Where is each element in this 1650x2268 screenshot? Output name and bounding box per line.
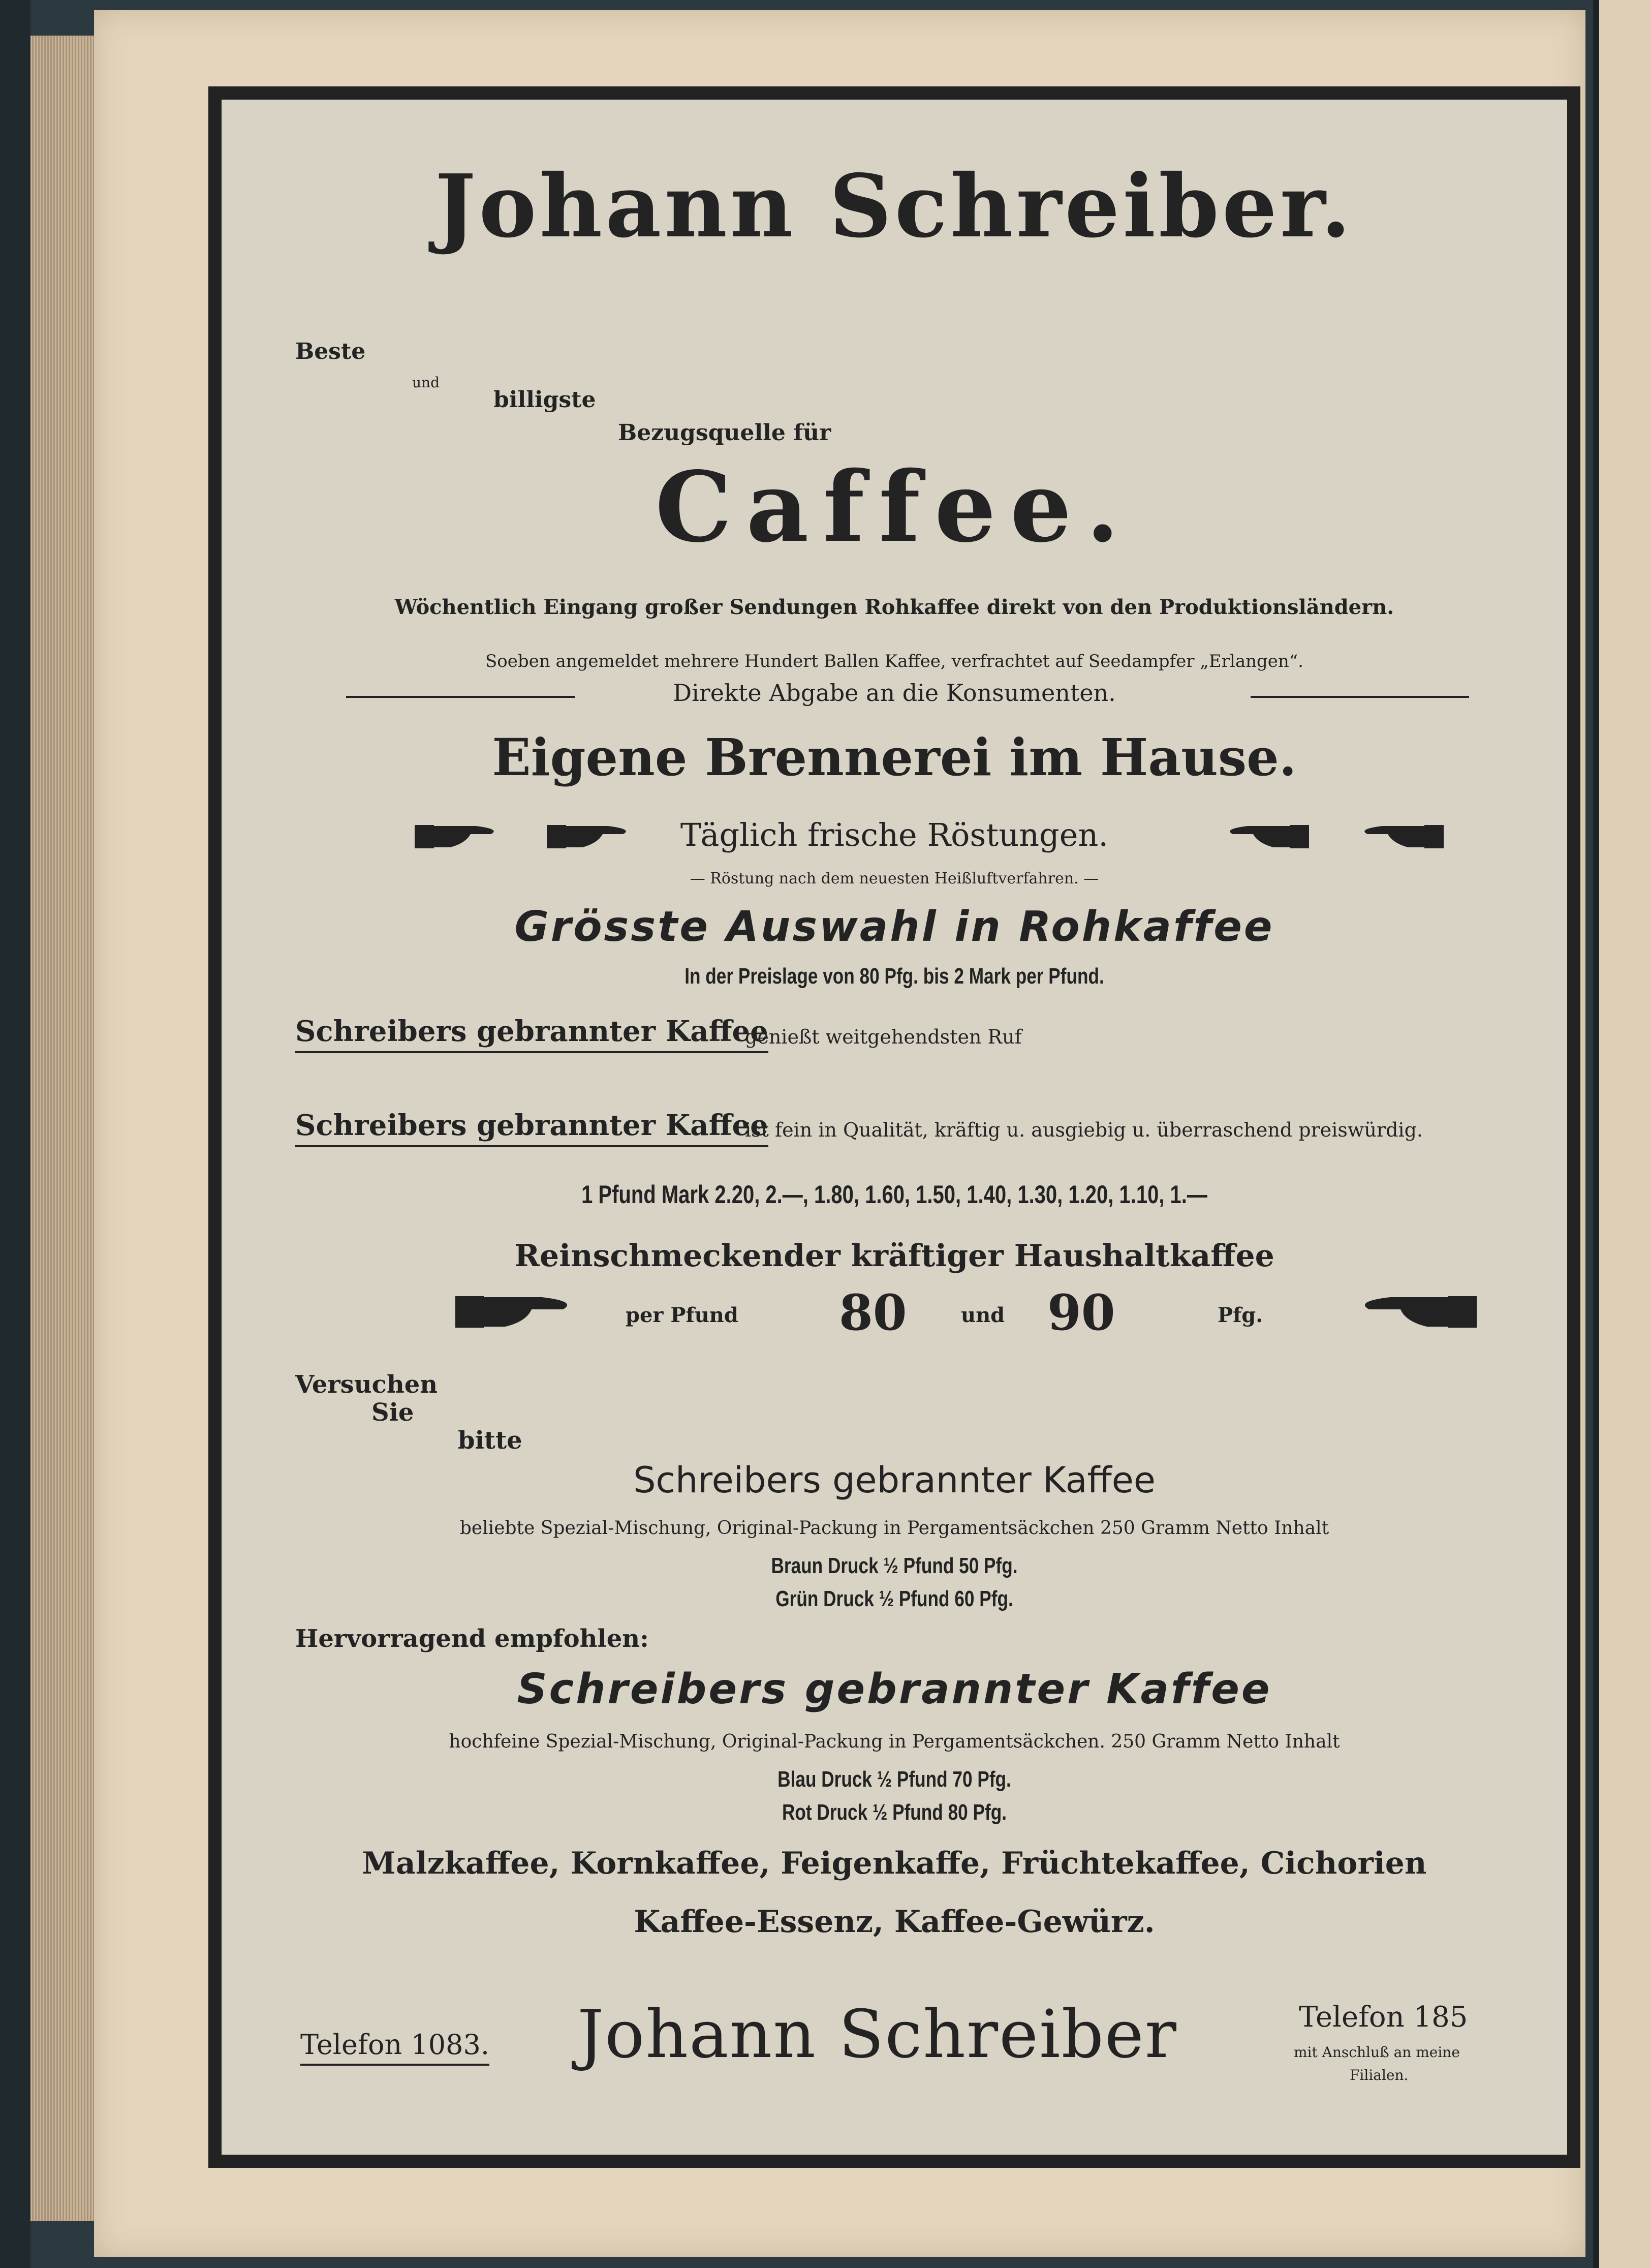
facing-page-fragment — [1593, 0, 1650, 2268]
signature-name: Johann Schreiber — [577, 1996, 1177, 2073]
roastery-heading: Eigene Brennerei im Hause. — [492, 727, 1297, 787]
announced-shipment-line: Soeben angemeldet mehrere Hundert Ballen Kaffee, verfrachtet auf Seedampfer „Erlangen“. — [485, 651, 1303, 671]
selection-heading: Grösste Auswahl in Rohkaffee — [514, 903, 1274, 951]
brand-label-1: Schreibers gebrannter Kaffee — [295, 1015, 768, 1053]
stair-line-1: Beste — [295, 339, 366, 364]
products-line-2: Kaffee-Essenz, Kaffee-Gewürz. — [634, 1904, 1155, 1940]
pointing-hand-left-icon — [1355, 1289, 1477, 1335]
per-pound-label: per Pfund — [626, 1303, 738, 1327]
reputation-text: genießt weitgehendsten Ruf — [745, 1026, 1022, 1048]
brand-heading-2: Schreibers gebrannter Kaffee — [517, 1665, 1272, 1713]
try-line-1: Versuchen — [295, 1370, 438, 1399]
mix-2-price-row: Blau Druck ½ Pfund 70 Pfg. — [777, 1767, 1011, 1792]
household-coffee-heading: Reinschmeckender kräftiger Haushaltkaffee — [514, 1238, 1274, 1274]
price-range-line: In der Preislage von 80 Pfg. bis 2 Mark per Pfund. — [684, 964, 1104, 989]
mix-1-description: beliebte Spezial-Mischung, Original-Packung in Pergamentsäckchen 250 Gramm Netto Inhalt — [459, 1518, 1329, 1539]
price-list-line: 1 Pfund Mark 2.20, 2.—, 1.80, 1.60, 1.50, 1.40, 1.30, 1.20, 1.10, 1.— — [581, 1180, 1207, 1209]
stair-line-3: billigste — [493, 387, 596, 413]
brand-label-2: Schreibers gebrannter Kaffee — [295, 1109, 768, 1147]
price-90: 90 — [1047, 1284, 1115, 1341]
caffee-heading: Caffee. — [655, 450, 1134, 564]
telephone-right-note: mit Anschluß an meine — [1294, 2044, 1460, 2061]
pfg-label: Pfg. — [1218, 1303, 1263, 1327]
weekly-delivery-line: Wöchentlich Eingang großer Sendungen Rohkaffee direkt von den Produktionsländern. — [394, 595, 1394, 619]
telephone-right-note: Filialen. — [1350, 2067, 1409, 2083]
price-80: 80 — [839, 1284, 907, 1341]
recommended-label: Hervorragend empfohlen: — [295, 1625, 649, 1653]
quality-text: ist fein in Qualität, kräftig u. ausgiebig u. überraschend preiswürdig. — [745, 1119, 1423, 1141]
try-line-2: Sie — [371, 1398, 414, 1427]
mix-2-description: hochfeine Spezial-Mischung, Original-Packung in Pergamentsäckchen. 250 Gramm Netto Inhalt — [449, 1731, 1340, 1752]
pointing-hand-left-icon — [1223, 819, 1309, 854]
mix-1-price-row: Braun Druck ½ Pfund 50 Pfg. — [771, 1553, 1018, 1578]
advertisement-frame — [208, 86, 1580, 2168]
ad-title: Johann Schreiber. — [434, 156, 1354, 257]
facing-page-gutter — [1593, 0, 1599, 2268]
products-line-1: Malzkaffee, Kornkaffee, Feigenkaffe, Früchtekaffee, Cichorien — [362, 1846, 1427, 1881]
stair-line-2: und — [412, 374, 440, 391]
telephone-left: Telefon 1083. — [300, 2029, 489, 2066]
mix-1-price-row: Grün Druck ½ Pfund 60 Pfg. — [775, 1586, 1013, 1611]
brand-heading-1: Schreibers gebrannter Kaffee — [633, 1459, 1156, 1501]
stair-line-4: Bezugsquelle für — [618, 420, 831, 446]
divider-right — [1251, 696, 1469, 698]
roasting-method-line: — Röstung nach dem neuesten Heißluftverfahren. — — [690, 870, 1099, 887]
page-edges — [30, 36, 102, 2221]
pointing-hand-right-icon — [455, 1289, 577, 1335]
direct-sale-line: Direkte Abgabe an die Konsumenten. — [673, 679, 1116, 707]
try-line-3: bitte — [458, 1426, 522, 1455]
mix-2-price-row: Rot Druck ½ Pfund 80 Pfg. — [782, 1800, 1007, 1825]
telephone-right: Telefon 185 — [1299, 2001, 1468, 2034]
pointing-hand-left-icon — [1357, 819, 1444, 854]
daily-roasting-line: Täglich frische Röstungen. — [680, 816, 1109, 853]
price-and-label: und — [961, 1303, 1005, 1327]
book-binding — [0, 0, 30, 2268]
